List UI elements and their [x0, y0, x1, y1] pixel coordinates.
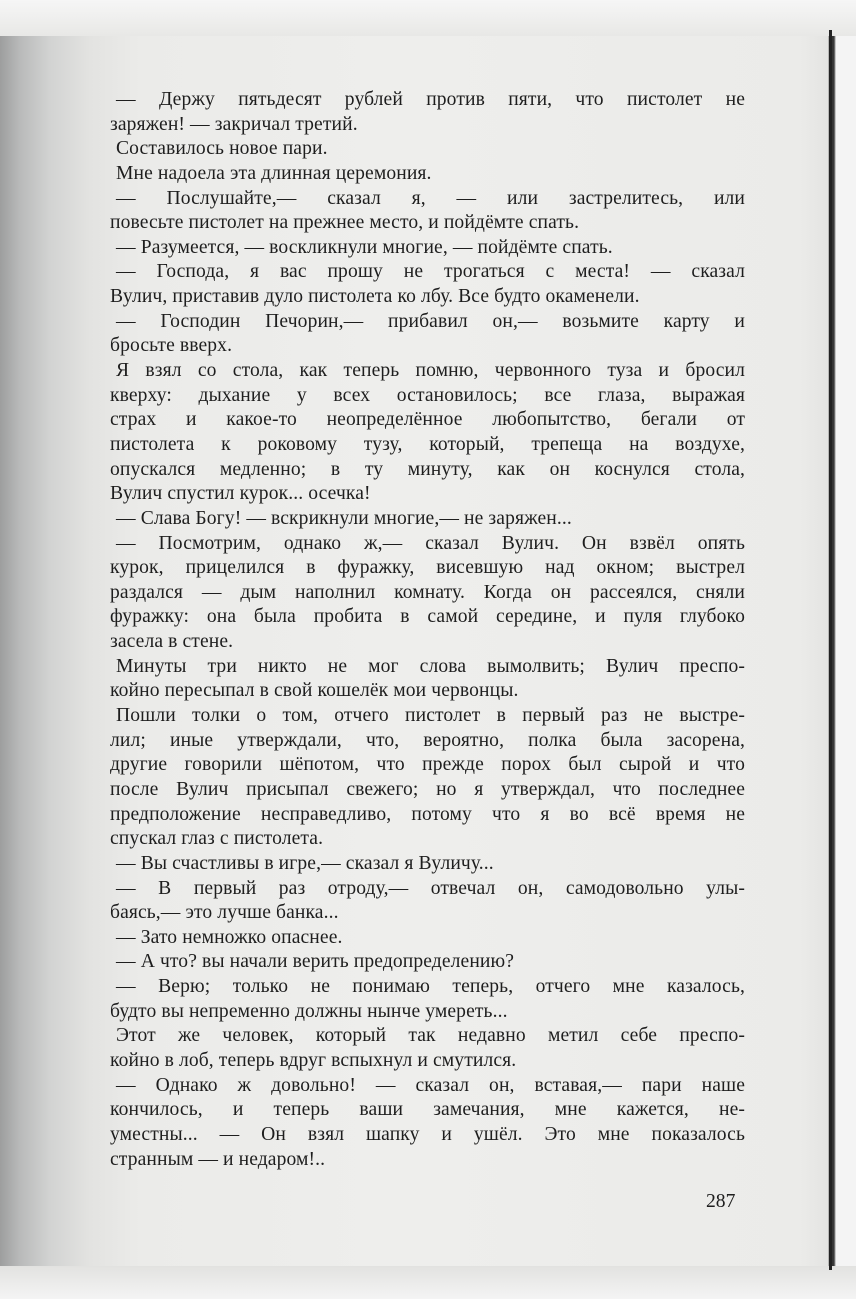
text-line: Пошли толки о том, отчего пистолет в первый раз не выстре- — [116, 705, 745, 727]
paragraph — [110, 704, 745, 852]
paragraph — [110, 926, 745, 951]
text-line: — Посмотрим, однако ж,— сказал Вулич. Он взвёл опять — [116, 532, 745, 554]
text-line: — Господин Печорин,— прибавил он,— возьмите карту и — [116, 310, 745, 332]
page-top-edge — [0, 0, 856, 36]
paragraph — [110, 852, 745, 877]
text-line: курок, прицелился в фуражку, висевшую над окном; выстрел — [110, 557, 745, 579]
text-line: фуражку: она была пробита в самой середине, и пуля глубоко — [110, 606, 745, 628]
text-line: пистолета к роковому тузу, который, трепеща на воздухе, — [110, 433, 745, 455]
paragraph — [110, 236, 745, 261]
paragraph — [110, 359, 745, 507]
paragraph — [110, 532, 745, 655]
text-line: кверху: дыхание у всех остановилось; все глаза, выражая — [110, 384, 745, 406]
text-line: — В первый раз отроду,— отвечал он, самодовольно улы- — [116, 877, 745, 899]
text-line: Вулич спустил курок... осечка! — [110, 483, 371, 505]
paragraph — [110, 877, 745, 926]
text-line: Минуты три никто не мог слова вымолвить; Вулич преспо- — [116, 655, 745, 677]
paragraph — [110, 507, 745, 532]
page-bottom-edge — [0, 1266, 856, 1299]
page-number: 287 — [706, 1191, 736, 1212]
text-line: Этот же человек, который так недавно метил себе преспо- — [116, 1025, 745, 1047]
paragraph — [110, 950, 745, 975]
text-line: заряжен! — закричал третий. — [110, 113, 358, 135]
text-line: баясь,— это лучше банка... — [110, 902, 339, 924]
text-line: опускался медленно; в ту минуту, как он коснулся стола, — [110, 458, 745, 480]
book-text — [110, 88, 745, 1172]
text-line: бросьте вверх. — [110, 335, 233, 357]
text-line: раздался — дым наполнил комнату. Когда он рассеялся, сняли — [110, 581, 745, 603]
text-line: — Господа, я вас прошу не трогаться с места! — сказал — [116, 261, 745, 283]
text-line: — А что? вы начали верить предопределению? — [116, 951, 515, 973]
text-line: будто вы непременно должны нынче умереть... — [110, 1000, 508, 1022]
text-line: Я взял со стола, как теперь помню, червонного туза и бросил — [116, 360, 745, 382]
text-line: Мне надоела эта длинная церемония. — [116, 162, 432, 184]
text-line: после Вулич присыпал свежего; но я утверждал, что последнее — [110, 778, 745, 800]
text-line: уместны... — Он взял шапку и ушёл. Это мне показалось — [110, 1123, 745, 1145]
text-line: спускал глаз с пистолета. — [110, 828, 324, 850]
text-line: — Вы счастливы в игре,— сказал я Вуличу... — [116, 852, 494, 874]
text-line: повесьте пистолет на прежнее место, и пойдёмте спать. — [110, 212, 580, 234]
text-line: засела в стене. — [110, 631, 234, 653]
text-line: кончилось, и теперь ваши замечания, мне кажется, не- — [110, 1099, 745, 1121]
text-line: — Слава Богу! — вскрикнули многие,— не заряжен... — [116, 507, 572, 529]
text-line: Составилось новое пари. — [116, 138, 328, 160]
text-line: — Держу пятьдесят рублей против пяти, что пистолет не — [116, 89, 745, 110]
paragraph — [110, 1024, 745, 1073]
paragraph — [110, 88, 745, 137]
paragraph — [110, 655, 745, 704]
text-line: — Однако ж довольно! — сказал он, вставая,— пари наше — [116, 1074, 745, 1096]
paragraph — [110, 137, 745, 162]
text-line: предположение несправедливо, потому что я во всё время не — [110, 803, 745, 825]
paragraph — [110, 187, 745, 236]
text-line: койно в лоб, теперь вдруг вспыхнул и смутился. — [110, 1049, 517, 1071]
text-line: койно пересыпал в свой кошелёк мои червонцы. — [110, 680, 519, 702]
text-line: — Послушайте,— сказал я, — или застрелитесь, или — [116, 187, 745, 209]
text-line: странным — и недаром!.. — [110, 1148, 326, 1170]
text-line: другие говорили шёпотом, что прежде порох был сырой и что — [110, 754, 745, 776]
text-line: — Разумеется, — воскликнули многие, — пойдёмте спать. — [116, 236, 613, 258]
paragraph — [110, 162, 745, 187]
text-line: — Зато немножко опаснее. — [116, 926, 343, 948]
paragraph — [110, 1074, 745, 1173]
page-right-edge — [829, 30, 832, 1270]
text-line: лил; иные утверждали, что, вероятно, полка была засорена, — [110, 729, 745, 751]
paragraph — [110, 310, 745, 359]
paragraph — [110, 260, 745, 309]
text-line: — Верю; только не понимаю теперь, отчего мне казалось, — [116, 976, 745, 998]
text-line: Вулич, приставив дуло пистолета ко лбу. Все будто окаменели. — [110, 286, 640, 308]
text-line: страх и какое-то неопределённое любопытство, бегали от — [110, 409, 745, 431]
paragraph — [110, 975, 745, 1024]
